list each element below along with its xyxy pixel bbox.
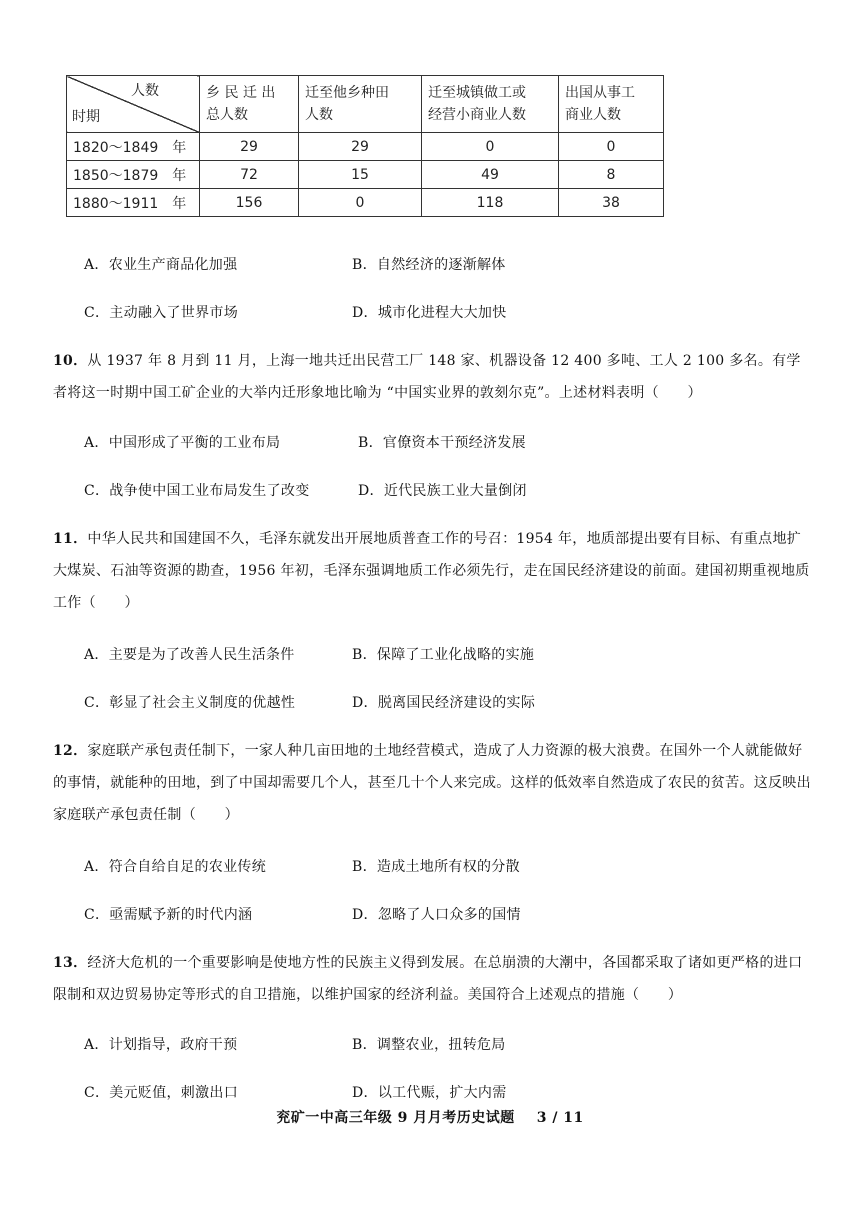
q12-option-d[interactable]: D．忽略了人口众多的国情: [352, 907, 521, 923]
column-header: 迁至他乡种田 人数: [299, 76, 422, 133]
table-cell: 8: [559, 161, 664, 189]
question-stem: 从 1937 年 8 月到 11 月，上海一地共迁出民营工厂 148 家、机器设备 12 400 多吨、工人 2 100 多名。有学者将这一时期中国工矿企业的大举内迁形象地比喻为 “中国实业界的敦刻尔克”。上述材料表明（ ）: [53, 353, 801, 401]
q12-option-b[interactable]: B．造成土地所有权的分散: [352, 859, 520, 875]
question-number: 13．: [53, 955, 88, 971]
page-number: 3 / 11: [536, 1110, 584, 1126]
table-row: [67, 161, 664, 189]
table-cell: 29: [200, 133, 299, 161]
q9-option-d[interactable]: D．城市化进程大大加快: [352, 305, 507, 321]
q13-option-d[interactable]: D．以工代赈，扩大内需: [352, 1085, 507, 1101]
q10-option-a[interactable]: A．中国形成了平衡的工业布局: [84, 435, 281, 451]
question-stem: 中华人民共和国建国不久，毛泽东就发出开展地质普查工作的号召：1954 年，地质部提出要有目标、有重点地扩大煤炭、石油等资源的勘查，1956 年初，毛泽东强调地质工作必须先行，走在国民经济建设的前面。建国初期重视地质工作（ ）: [53, 531, 810, 611]
column-header: 迁至城镇做工或 经营小商业人数: [422, 76, 559, 133]
period-cell: 1820～1849 年: [67, 133, 200, 161]
table-row: [67, 189, 664, 217]
table-cell: 29: [299, 133, 422, 161]
table-cell: 0: [559, 133, 664, 161]
question-number: 12．: [53, 743, 88, 759]
q10-option-c[interactable]: C．战争使中国工业布局发生了改变: [84, 483, 310, 499]
corner-label-count: 人数: [131, 83, 159, 99]
question-number: 11．: [53, 531, 88, 547]
question-number: 10．: [53, 353, 88, 369]
q12-option-a[interactable]: A．符合自给自足的农业传统: [84, 859, 267, 875]
q11-option-d[interactable]: D．脱离国民经济建设的实际: [352, 695, 536, 711]
question-stem: 经济大危机的一个重要影响是使地方性的民族主义得到发展。在总崩溃的大潮中，各国都采取了诸如更严格的进口限制和双边贸易协定等形式的自卫措施，以维护国家的经济利益。美国符合上述观点的措施（ ）: [53, 955, 803, 1003]
question-13: [53, 947, 813, 1011]
q13-option-a[interactable]: A．计划指导，政府干预: [84, 1037, 238, 1053]
q11-option-a[interactable]: A．主要是为了改善人民生活条件: [84, 647, 295, 663]
q11-option-b[interactable]: B．保障了工业化战略的实施: [352, 647, 535, 663]
table-row: [67, 133, 664, 161]
table-header-row: [67, 76, 664, 133]
q11-option-c[interactable]: C．彰显了社会主义制度的优越性: [84, 695, 296, 711]
column-header: 出国从事工 商业人数: [559, 76, 664, 133]
question-12: [53, 735, 813, 831]
table-cell: 156: [200, 189, 299, 217]
period-cell: 1880～1911 年: [67, 189, 200, 217]
table-cell: 72: [200, 161, 299, 189]
migration-table: [66, 75, 664, 217]
q9-option-b[interactable]: B．自然经济的逐渐解体: [352, 257, 506, 273]
period-cell: 1850～1879 年: [67, 161, 200, 189]
question-11: [53, 523, 813, 619]
q12-option-c[interactable]: C．亟需赋予新的时代内涵: [84, 907, 253, 923]
corner-label-period: 时期: [72, 109, 100, 125]
q10-option-d[interactable]: D．近代民族工业大量倒闭: [358, 483, 527, 499]
table-corner-cell: [67, 76, 200, 133]
table-cell: 0: [299, 189, 422, 217]
question-10: [53, 345, 813, 409]
question-stem: 家庭联产承包责任制下，一家人种几亩田地的土地经营模式，造成了人力资源的极大浪费。在国外一个人就能做好的事情，就能种的田地，到了中国却需要几个人，甚至几十个人来完成。这样的低效率自然造成了农民的贫苦。这反映出家庭联产承包责任制（ ）: [53, 743, 811, 823]
table-cell: 38: [559, 189, 664, 217]
q9-option-c[interactable]: C．主动融入了世界市场: [84, 305, 239, 321]
column-header: 乡 民 迁 出 总人数: [200, 76, 299, 133]
table-cell: 0: [422, 133, 559, 161]
q10-option-b[interactable]: B．官僚资本干预经济发展: [358, 435, 526, 451]
q13-option-b[interactable]: B．调整农业，扭转危局: [352, 1037, 506, 1053]
table-cell: 49: [422, 161, 559, 189]
page-footer: [0, 1107, 860, 1127]
table-cell: 15: [299, 161, 422, 189]
q13-option-c[interactable]: C．美元贬值，刺激出口: [84, 1085, 239, 1101]
q9-option-a[interactable]: A．农业生产商品化加强: [84, 257, 238, 273]
table-cell: 118: [422, 189, 559, 217]
footer-title: 兖矿一中高三年级 9 月月考历史试题: [276, 1110, 515, 1126]
